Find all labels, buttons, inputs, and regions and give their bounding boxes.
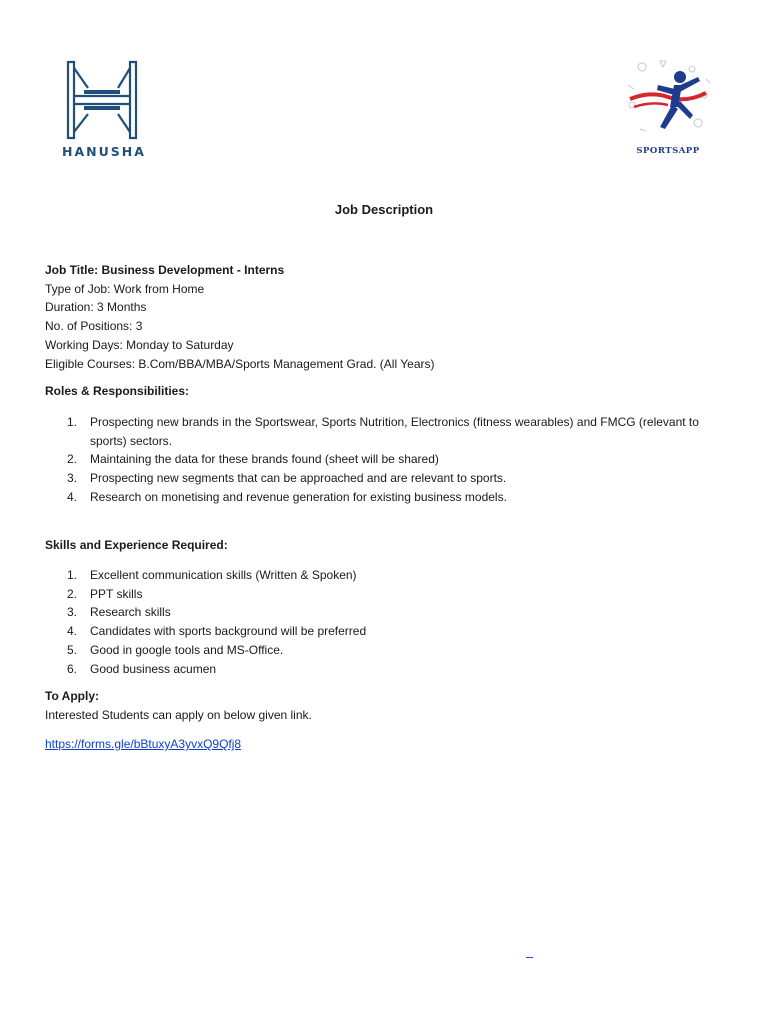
job-info: [45, 261, 435, 373]
list-item-text: Good in google tools and MS-Office.: [90, 642, 284, 657]
list-item-number: 3.: [67, 471, 78, 486]
list-item: [45, 469, 725, 488]
list-item: [45, 488, 725, 507]
working-days-line: Working Days: Monday to Saturday: [45, 337, 234, 352]
list-item-text: Prospecting new brands in the Sportswear, Sports Nutrition, Electronics (fitness wearables) and FMCG (relevant to sports) sectors.: [90, 415, 699, 448]
list-item-number: 4.: [67, 624, 78, 639]
skills-heading: Skills and Experience Required:: [45, 538, 228, 552]
list-item: [45, 622, 725, 641]
list-item: [45, 603, 725, 622]
apply-heading: To Apply:: [45, 689, 99, 703]
application-form-link[interactable]: https://forms.gle/bBtuxyA3yvxQ9Qfj8: [45, 737, 242, 751]
hanusha-logo: [62, 60, 144, 160]
list-item-number: 2.: [67, 586, 78, 601]
list-item: [45, 641, 725, 660]
list-item-text: PPT skills: [90, 586, 143, 601]
list-item-number: 6.: [67, 661, 78, 676]
sportsapp-logo-mark: [620, 55, 716, 145]
list-item-number: 1.: [67, 568, 78, 582]
duration-line: Duration: 3 Months: [45, 300, 147, 315]
list-item: [45, 585, 725, 604]
job-type-line: Type of Job: Work from Home: [45, 281, 205, 296]
list-item-text: Research on monetising and revenue generation for existing business models.: [90, 489, 507, 504]
list-item: [45, 566, 725, 585]
eligible-courses-line: Eligible Courses: B.Com/BBA/MBA/Sports Management Grad. (All Years): [45, 356, 435, 371]
list-item-text: Candidates with sports background will be preferred: [90, 624, 367, 639]
list-item: [45, 450, 725, 469]
list-item-text: Prospecting new segments that can be approached and are relevant to sports.: [90, 471, 507, 486]
job-title-line: Job Title: Business Development - Interns: [45, 263, 285, 277]
sportsapp-wordmark: SPORTSAPP: [636, 146, 700, 156]
hanusha-wordmark: HANUSHA: [62, 144, 146, 159]
list-item-number: 1.: [67, 415, 78, 429]
list-item-text: Excellent communication skills (Written & Spoken): [90, 568, 357, 582]
list-item-number: 5.: [67, 642, 78, 657]
list-item: [45, 413, 725, 450]
list-item-number: 2.: [67, 452, 78, 467]
list-item-text: Good business acumen: [90, 661, 217, 676]
list-item-text: Maintaining the data for these brands found (sheet will be shared): [90, 452, 439, 467]
stray-underline-mark: [526, 957, 533, 958]
list-item-number: 4.: [67, 489, 78, 504]
hanusha-logo-mark: [62, 60, 144, 142]
roles-list: [45, 413, 725, 507]
skills-list: [45, 566, 725, 678]
list-item-number: 3.: [67, 605, 78, 620]
list-item-text: Research skills: [90, 605, 171, 620]
roles-heading: Roles & Responsibilities:: [45, 384, 190, 398]
apply-instructions: Interested Students can apply on below given link.: [45, 708, 312, 722]
document-title: Job Description: [334, 202, 434, 217]
sportsapp-logo: [620, 55, 716, 161]
positions-line: No. of Positions: 3: [45, 319, 143, 334]
list-item: [45, 660, 725, 679]
